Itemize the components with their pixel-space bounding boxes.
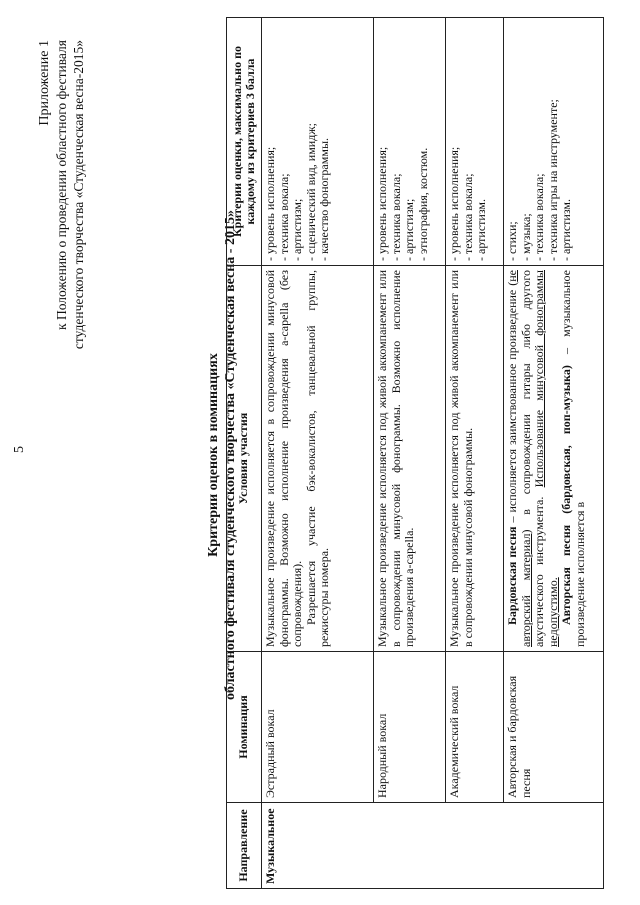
title-line-2: областного фестиваля студенческого творчества «Студенческая весна - 2015» (223, 210, 238, 700)
nomination-cell: Народный вокал (374, 652, 446, 803)
criteria-item: - техника вокала; (390, 22, 404, 261)
appendix-line-2: к Положению о проведении областного фестиваля (54, 40, 69, 330)
appendix-line-3: студенческого творчества «Студенческая весна-2015» (71, 40, 86, 350)
author-song-part: – музыкальное произведение исполняется в (559, 270, 587, 647)
conditions-cell: Музыкальное произведение исполняется под живой аккомпанемент или в сопровождении минусовой фонограммы. Возможно исполнение произведения a-capella. (374, 266, 446, 652)
bard-song-part: ) в сопровождении гитары либо другого акустического инструмента. (518, 269, 546, 647)
criteria-item: - музыка; (520, 22, 534, 261)
header-criteria: Критерии оценки, максимально по каждому из критериев 3 балла (227, 18, 262, 266)
table-row (374, 18, 446, 889)
conditions-text: Музыкальное произведение исполняется в сопровождении минусовой фонограммы. Возможно исполнение произведения a-capella (без сопровождения). (263, 270, 304, 647)
bard-song-underlined: не авторский материал (505, 270, 533, 647)
criteria-item: - артистизм. (560, 22, 574, 261)
header-conditions: Условия участия (227, 266, 262, 652)
criteria-item: - артистизм; (403, 22, 417, 261)
page-number: 5 (12, 446, 27, 453)
table-row (262, 18, 374, 889)
criteria-list (448, 22, 489, 261)
nomination-cell: Авторская и бардовская песня (504, 652, 604, 803)
criteria-item: - сценический вид, имидж; (305, 22, 319, 261)
bard-song-text (506, 270, 560, 647)
criteria-item: - уровень исполнения; (376, 22, 390, 261)
conditions-text: Разрешается участие бэк-вокалистов, танцевальной группы, режиссуры номера. (303, 270, 331, 647)
criteria-item: - артистизм. (475, 22, 489, 261)
direction-cell: Музыкальное (262, 803, 604, 889)
conditions-cell (262, 266, 374, 652)
conditions-cell (504, 266, 604, 652)
criteria-list (506, 22, 574, 261)
header-nomination: Номинация (227, 652, 262, 803)
criteria-item: - уровень исполнения; (448, 22, 462, 261)
criteria-cell (504, 18, 604, 266)
criteria-item: - этнография, костюм. (417, 22, 431, 261)
bard-song-underlined: Использование минусовой фонограммы недопустимо. (532, 270, 560, 647)
nomination-cell: Академический вокал (446, 652, 504, 803)
author-song-label: Авторская песня (бардовская, поп-музыка) (559, 365, 573, 625)
criteria-item: - техника вокала; (278, 22, 292, 261)
table-row (504, 18, 604, 889)
header-direction: Направление (227, 803, 262, 889)
criteria-list (376, 22, 430, 261)
appendix-header (36, 40, 87, 349)
criteria-item: - артистизм; (291, 22, 305, 261)
criteria-item: - уровень исполнения; (264, 22, 278, 261)
criteria-list (264, 22, 332, 261)
nomination-cell: Эстрадный вокал (262, 652, 374, 803)
criteria-table (226, 17, 604, 889)
criteria-item: - техника игры на инструменте; (547, 22, 561, 261)
conditions-cell: Музыкальное произведение исполняется под живой аккомпанемент или в сопровождении минусовой фонограммы. (446, 266, 504, 652)
author-song-text (560, 270, 587, 647)
criteria-item: - техника вокала; (462, 22, 476, 261)
criteria-cell (262, 18, 374, 266)
bard-song-label: Бардовская песня (505, 526, 519, 625)
criteria-item: - качество фонограммы. (318, 22, 332, 261)
table-row (446, 18, 504, 889)
bard-song-part: – исполняется заимствованное произведение ( (505, 281, 519, 527)
title-line-1: Критерии оценок в номинациях (206, 353, 221, 557)
table-header-row (227, 18, 262, 889)
criteria-cell (374, 18, 446, 266)
criteria-item: - стихи; (506, 22, 520, 261)
criteria-item: - техника вокала; (533, 22, 547, 261)
criteria-cell (446, 18, 504, 266)
appendix-line-1: Приложение 1 (37, 40, 52, 126)
